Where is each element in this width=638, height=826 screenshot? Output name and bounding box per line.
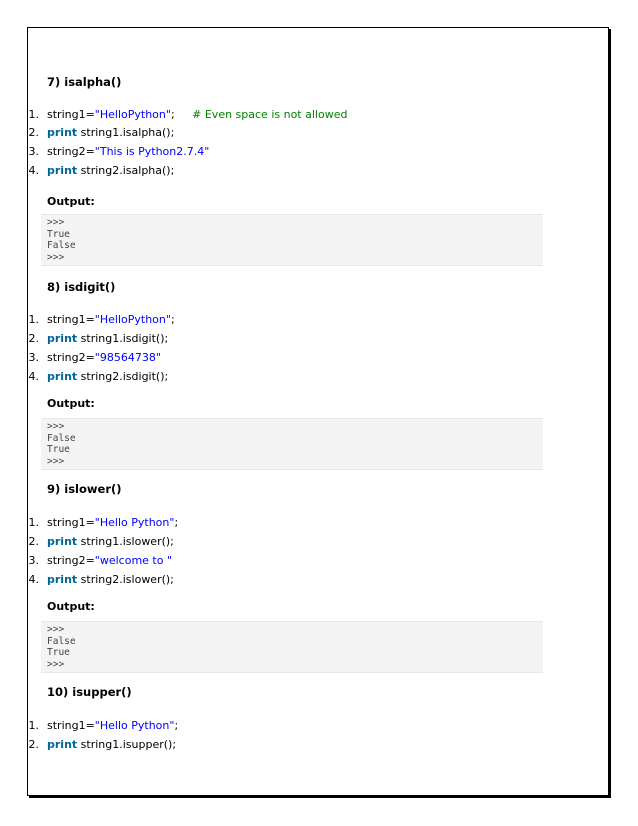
code-token: string2= bbox=[47, 145, 95, 158]
code-token: string1.isupper(); bbox=[77, 738, 177, 751]
code-line bbox=[0, 738, 638, 754]
code-token: string2= bbox=[47, 554, 95, 567]
line-number: 2. bbox=[28, 332, 39, 345]
output-line: False bbox=[47, 432, 76, 444]
output-box bbox=[41, 621, 543, 673]
code-line bbox=[0, 164, 638, 180]
code-line bbox=[0, 535, 638, 551]
code-text bbox=[47, 370, 168, 383]
code-line bbox=[0, 332, 638, 348]
section-heading: 10) isupper() bbox=[47, 685, 132, 699]
code-token: ; bbox=[170, 313, 175, 326]
output-box bbox=[41, 418, 543, 470]
output-line: False bbox=[47, 635, 76, 647]
code-keyword: print bbox=[47, 370, 78, 383]
code-token: string2.islower(); bbox=[77, 573, 174, 586]
section-heading: 9) islower() bbox=[47, 482, 122, 496]
code-keyword: print bbox=[47, 126, 78, 139]
output-line: >>> bbox=[47, 658, 65, 670]
code-line bbox=[0, 145, 638, 161]
code-string: "HelloPython" bbox=[94, 313, 171, 326]
output-line: True bbox=[47, 444, 70, 456]
code-line bbox=[0, 108, 638, 124]
line-number: 4. bbox=[28, 573, 39, 586]
output-line: >>> bbox=[47, 624, 65, 635]
output-box bbox=[41, 214, 543, 266]
line-number: 4. bbox=[28, 164, 39, 177]
code-line bbox=[0, 719, 638, 735]
line-number: 1. bbox=[28, 108, 39, 121]
code-text bbox=[47, 313, 175, 326]
output-label: Output: bbox=[47, 195, 95, 208]
code-keyword: print bbox=[47, 535, 78, 548]
code-text bbox=[47, 516, 178, 529]
code-text bbox=[47, 164, 174, 177]
code-token: string1= bbox=[47, 719, 95, 732]
code-comment: # Even space is not allowed bbox=[192, 108, 348, 121]
line-number: 1. bbox=[28, 516, 39, 529]
output-line: >>> bbox=[47, 421, 65, 432]
code-token: string2.isalpha(); bbox=[77, 164, 175, 177]
code-line bbox=[0, 370, 638, 386]
line-number: 3. bbox=[28, 145, 39, 158]
code-string: "This is Python2.7.4" bbox=[94, 145, 210, 158]
output-line: False bbox=[47, 240, 76, 252]
code-token: string1.isdigit(); bbox=[77, 332, 169, 345]
output-label: Output: bbox=[47, 600, 95, 613]
code-token: string2= bbox=[47, 351, 95, 364]
code-text bbox=[47, 719, 178, 732]
code-string: "Hello Python" bbox=[94, 719, 175, 732]
code-line bbox=[0, 313, 638, 329]
code-token: string1= bbox=[47, 313, 95, 326]
code-line bbox=[0, 573, 638, 589]
code-string: "Hello Python" bbox=[94, 516, 175, 529]
code-text bbox=[47, 573, 174, 586]
code-token: string1= bbox=[47, 108, 95, 121]
code-token: string1.islower(); bbox=[77, 535, 174, 548]
line-number: 4. bbox=[28, 370, 39, 383]
code-token: ; bbox=[174, 719, 179, 732]
page-border bbox=[27, 27, 609, 796]
line-number: 1. bbox=[28, 313, 39, 326]
code-token: ; bbox=[170, 108, 193, 121]
output-line: True bbox=[47, 228, 70, 240]
line-number: 2. bbox=[28, 126, 39, 139]
line-number: 3. bbox=[28, 554, 39, 567]
code-text bbox=[47, 332, 168, 345]
code-token: ; bbox=[174, 516, 179, 529]
code-text bbox=[47, 554, 172, 567]
code-string: "HelloPython" bbox=[94, 108, 171, 121]
code-text bbox=[47, 738, 176, 751]
code-text bbox=[47, 108, 347, 121]
line-number: 2. bbox=[28, 535, 39, 548]
code-string: "98564738" bbox=[94, 351, 161, 364]
code-text bbox=[47, 126, 174, 139]
code-token: string2.isdigit(); bbox=[77, 370, 169, 383]
output-label: Output: bbox=[47, 397, 95, 410]
code-token: string1.isalpha(); bbox=[77, 126, 175, 139]
code-line bbox=[0, 516, 638, 532]
output-line: >>> bbox=[47, 251, 65, 263]
code-keyword: print bbox=[47, 573, 78, 586]
code-line bbox=[0, 126, 638, 142]
output-line: >>> bbox=[47, 217, 65, 228]
output-line: True bbox=[47, 647, 70, 659]
code-line bbox=[0, 351, 638, 367]
code-token: string1= bbox=[47, 516, 95, 529]
section-heading: 8) isdigit() bbox=[47, 280, 116, 294]
line-number: 3. bbox=[28, 351, 39, 364]
code-string: "welcome to " bbox=[94, 554, 173, 567]
code-keyword: print bbox=[47, 164, 78, 177]
code-line bbox=[0, 554, 638, 570]
line-number: 1. bbox=[28, 719, 39, 732]
section-heading: 7) isalpha() bbox=[47, 75, 122, 89]
code-keyword: print bbox=[47, 738, 78, 751]
code-text bbox=[47, 535, 174, 548]
output-line: >>> bbox=[47, 455, 65, 467]
code-keyword: print bbox=[47, 332, 78, 345]
line-number: 2. bbox=[28, 738, 39, 751]
code-text bbox=[47, 351, 161, 364]
code-text bbox=[47, 145, 209, 158]
